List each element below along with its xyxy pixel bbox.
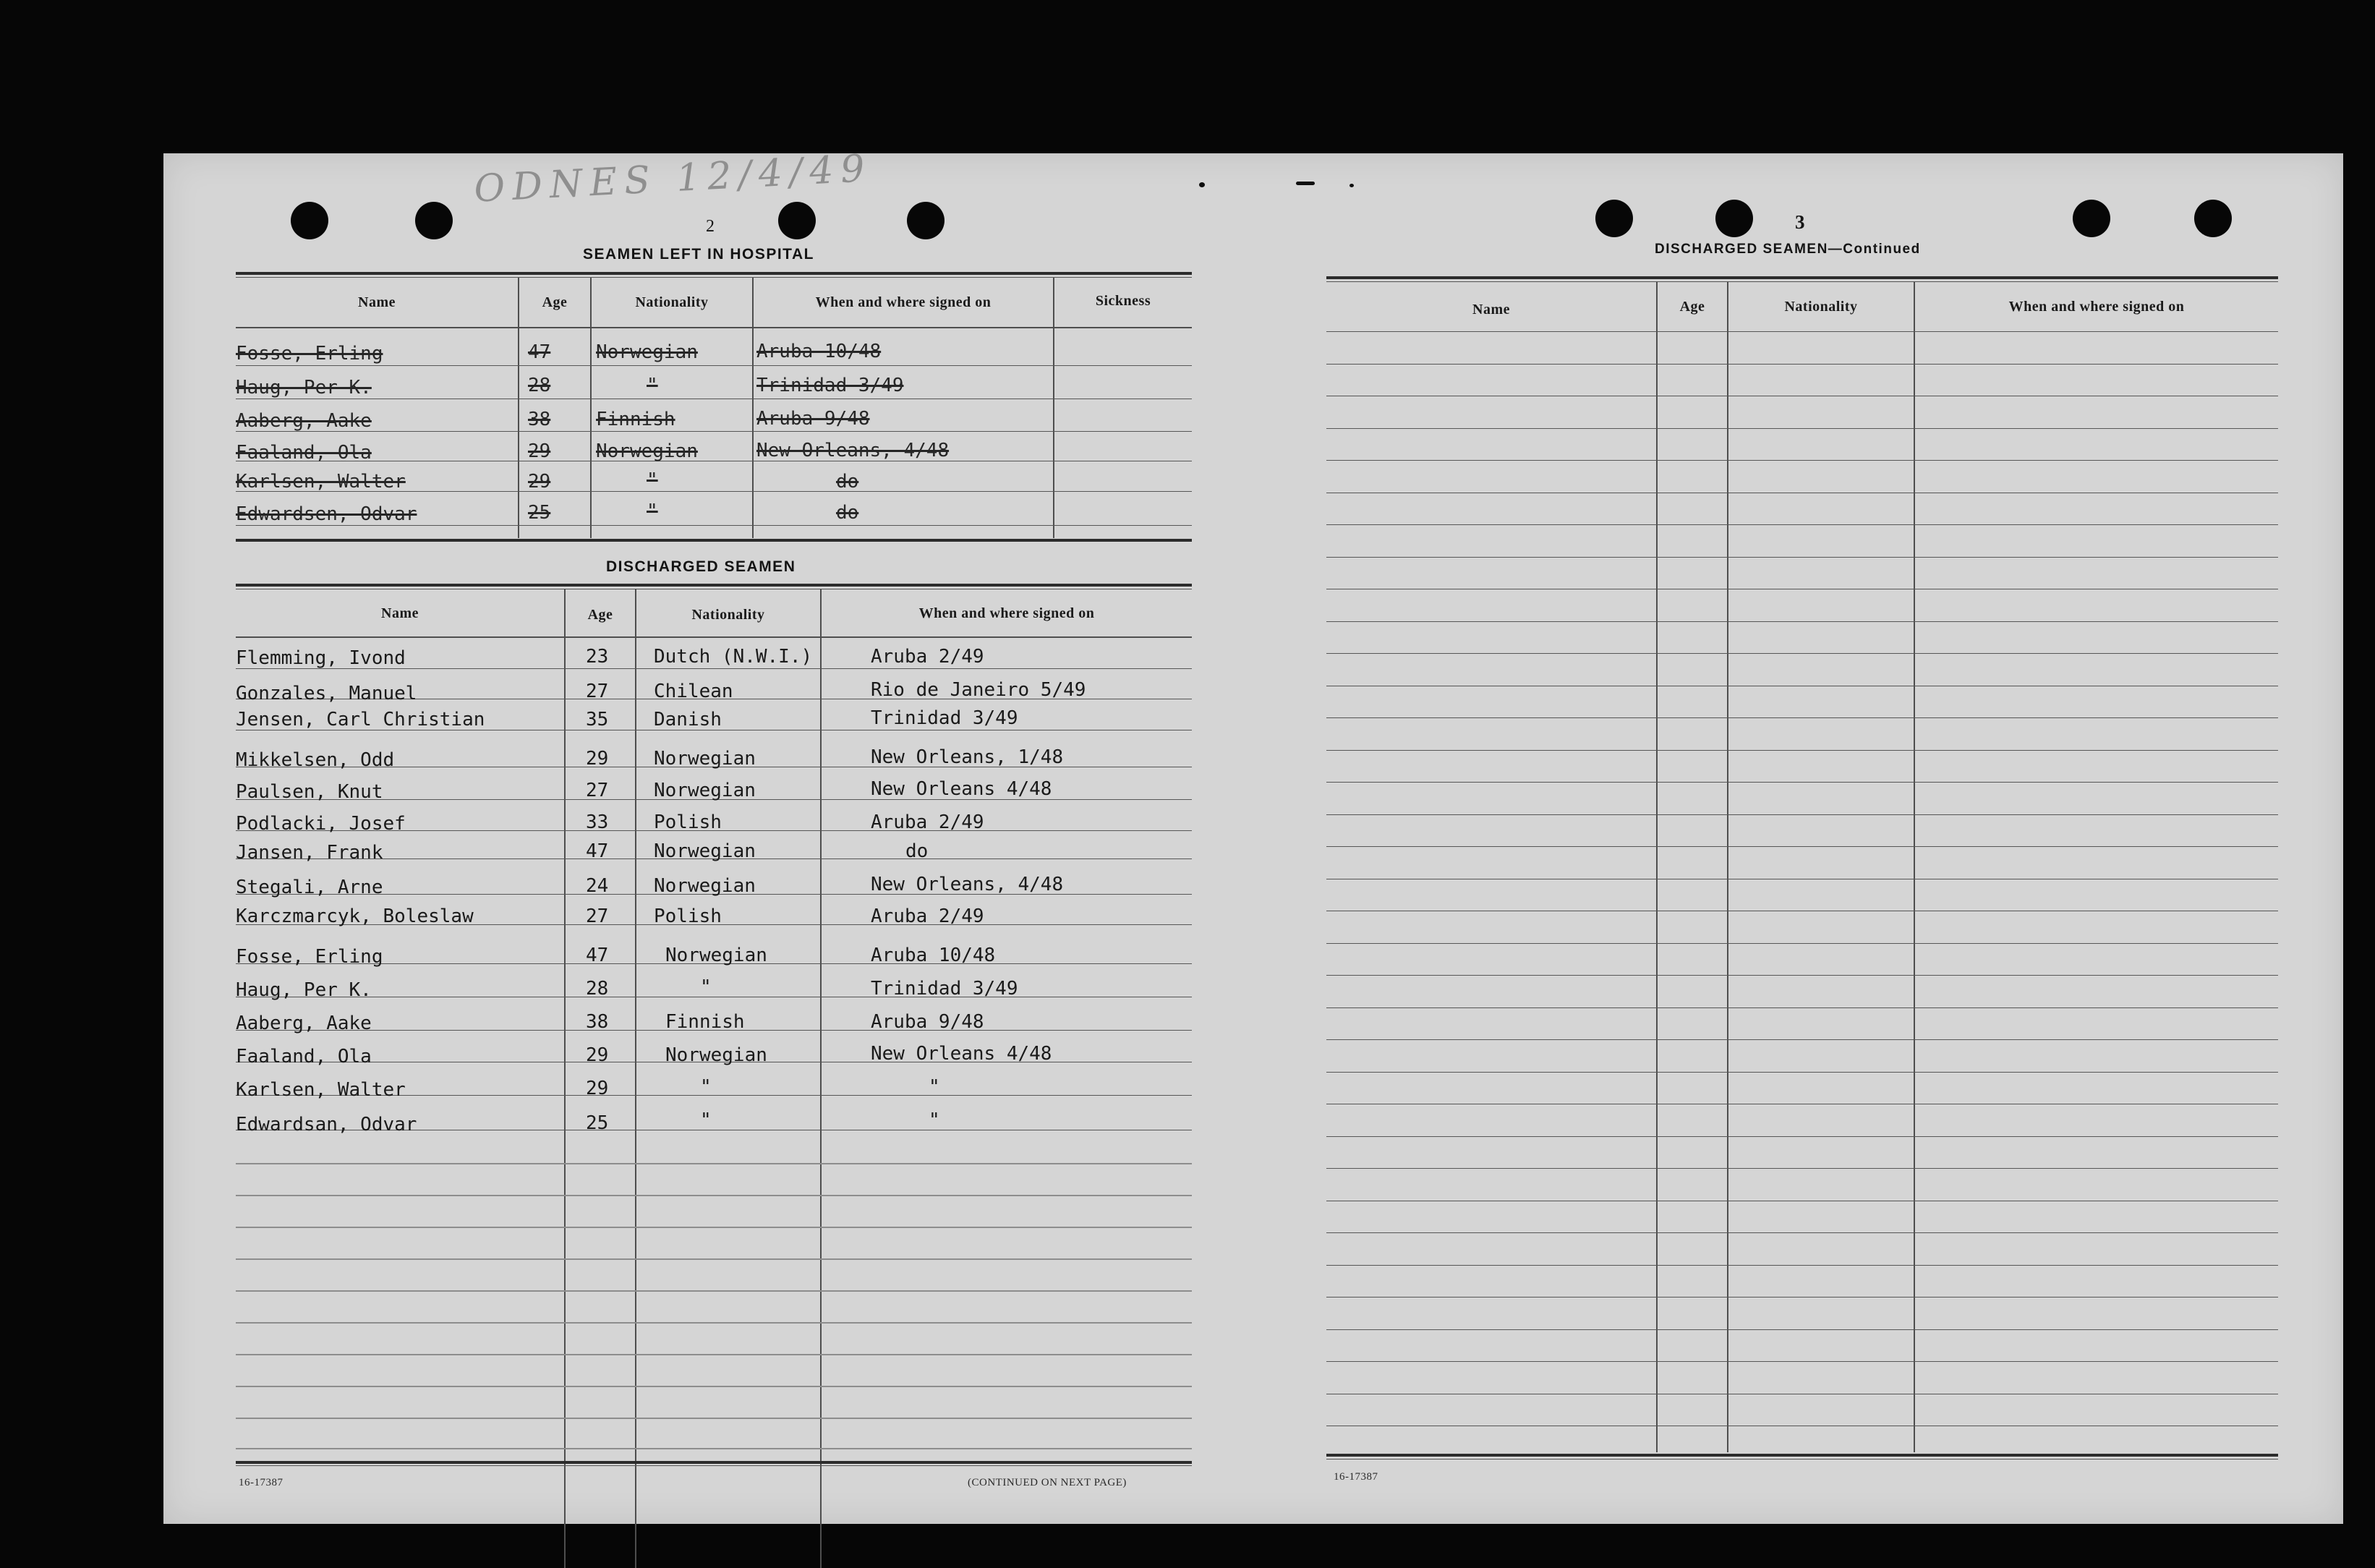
ink-speck: [1199, 182, 1205, 187]
hospital-header-name: Name: [358, 294, 396, 310]
hospital-title: SEAMEN LEFT IN HOSPITAL: [583, 246, 814, 263]
discharged-header-nationality: Nationality: [691, 607, 765, 623]
continued-header-nationality: Nationality: [1784, 299, 1858, 315]
ledger-spread: ODNES 12/4/49 2 SEAMEN LEFT IN HOSPITAL Name Age Nationality When and where signed on Sickness Fosse, Erling 47 Norwegian Aruba 10/48 Haug, Per K. 28 " Trinidad 3/49 Aaberg, Aake 38 Finnish Aruba 9/48 Faaland, Ola 29 Norwegian New Orleans, 4/48 Karlsen, Walter 29 " do Edwardsen, Odvar 25 " do DISCHARGED SEAMEN Name Age Nationality When and where signed on Flemming, Ivond 23 Dutch (N.W.I.) Aruba 2/49 Gonzales, Manuel 27 Chilean Rio de Janeiro 5/49 Jensen, Carl Christian 35 Danish Trinidad 3/49 Mikkelsen, Odd 29 Norwegian New Orleans, 1/48 Paulsen, Knut 27 Norwegian New Orleans 4/48 Podlacki, Josef 33 Polish Aruba 2/49 Jansen, Frank 47 Norwegian do Stegali, Arne 24 Norwegian New Orleans, 4/48 Karczmarcyk, Boleslaw 27 Polish Aruba 2/49 Fosse, Erling 47 Norwegian Aruba 10/48 Haug, Per K. 28 " Trinidad 3/49 Aaberg, Aake 38 Finnish Aruba 9/48 Faaland, Ola 29 Norwegian New Orleans 4/48 Karlsen, Walter 29 " " Edwardsan, Odvar 25 " " 16-17387 (CONTINUED ON NEXT PAGE) 3 DISCHARGED SEAMEN—Continued Name Age Nationality When and where signed on 16-17387: [163, 153, 2343, 1524]
continued-header-signed-on: When and where signed on: [2008, 299, 2185, 315]
ruled-line: [1326, 460, 2278, 461]
ruled-line: [1326, 1072, 2278, 1073]
form-number-right: 16-17387: [1334, 1471, 1378, 1483]
ruled-line: [1326, 557, 2278, 558]
punch-hole: [291, 202, 328, 239]
ink-speck: [1349, 184, 1354, 187]
ruled-line: [1326, 1136, 2278, 1137]
punch-hole: [2194, 200, 2232, 237]
punch-hole: [415, 202, 453, 239]
ruled-line: [1326, 846, 2278, 847]
punch-hole: [1595, 200, 1633, 237]
discharged-title: DISCHARGED SEAMEN: [606, 558, 796, 575]
ruled-line: [1326, 1265, 2278, 1266]
ruled-line: [236, 1322, 1192, 1324]
ruled-line: [1326, 1007, 2278, 1008]
page-number-left: 2: [706, 217, 715, 236]
hospital-header-age: Age: [542, 294, 568, 310]
page-number-right: 3: [1795, 211, 1805, 233]
ruled-line: [1326, 524, 2278, 525]
right-page-title: DISCHARGED SEAMEN—Continued: [1655, 242, 1921, 257]
ruled-line: [236, 1290, 1192, 1292]
discharged-header-name: Name: [381, 605, 419, 621]
ruled-line: [1326, 1168, 2278, 1169]
form-number-left: 16-17387: [239, 1477, 283, 1488]
ruled-line: [1326, 814, 2278, 815]
hospital-header-nationality: Nationality: [635, 294, 709, 310]
continued-header-name: Name: [1472, 302, 1510, 318]
hospital-header-signed-on: When and where signed on: [815, 294, 992, 310]
ruled-line: [236, 1258, 1192, 1260]
ruled-line: [1326, 621, 2278, 622]
continued-header-age: Age: [1679, 299, 1705, 315]
ink-speck: [1296, 182, 1315, 185]
ruled-line: [1326, 750, 2278, 751]
ruled-line: [236, 1163, 1192, 1164]
ruled-line: [236, 1386, 1192, 1387]
ruled-line: [236, 1354, 1192, 1355]
ruled-line: [1326, 1361, 2278, 1362]
ruled-line: [1326, 428, 2278, 429]
punch-hole: [1715, 200, 1753, 237]
ruled-line: [236, 1195, 1192, 1196]
ruled-line: [1326, 943, 2278, 944]
margin-note: ODNES 12/4/49: [473, 146, 873, 211]
ruled-line: [1326, 1329, 2278, 1330]
ruled-line: [236, 1448, 1192, 1449]
ruled-line: [1326, 653, 2278, 654]
ruled-line: [1326, 1039, 2278, 1040]
punch-hole: [2073, 200, 2110, 237]
ruled-line: [236, 1418, 1192, 1419]
hospital-header-sickness: Sickness: [1095, 293, 1151, 309]
continued-note: (CONTINUED ON NEXT PAGE): [968, 1477, 1127, 1488]
ruled-line: [1326, 975, 2278, 976]
ruled-line: [1326, 1297, 2278, 1298]
ruled-line: [1326, 782, 2278, 783]
ruled-line: [1326, 717, 2278, 718]
ruled-line: [1326, 364, 2278, 365]
ruled-line: [236, 1227, 1192, 1228]
ruled-line: [1326, 331, 2278, 332]
punch-hole: [907, 202, 945, 239]
discharged-header-age: Age: [587, 607, 613, 623]
discharged-header-signed-on: When and where signed on: [918, 605, 1095, 621]
ruled-line: [1326, 1232, 2278, 1233]
